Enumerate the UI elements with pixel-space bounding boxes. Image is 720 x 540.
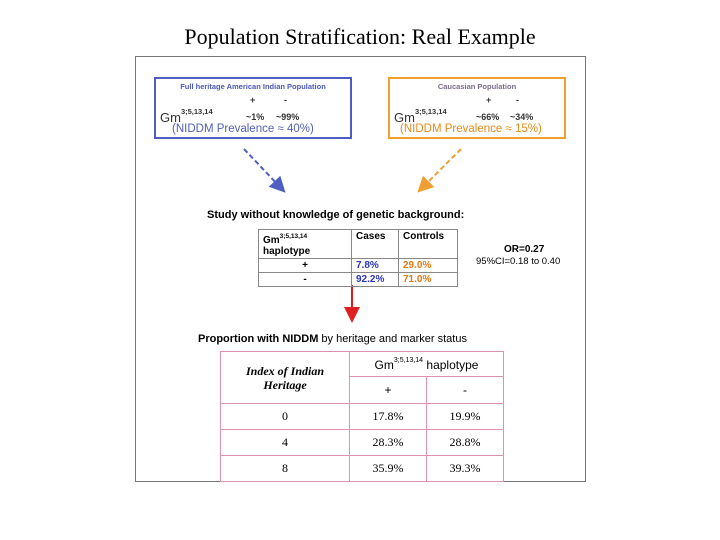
- american-freq-minus: ~99%: [276, 112, 300, 122]
- minus-cell: 19.9%: [427, 404, 504, 430]
- row-label: -: [259, 273, 352, 287]
- minus-cell: 28.8%: [427, 430, 504, 456]
- american-freq-plus: ~1%: [246, 112, 265, 122]
- cases-value: 92.2%: [352, 273, 399, 287]
- gm-text: Gm: [394, 110, 415, 125]
- controls-value: 29.0%: [399, 259, 458, 273]
- haplotype-header: [259, 230, 352, 259]
- plus-header: +: [350, 377, 427, 404]
- plus-cell: 35.9%: [350, 456, 427, 482]
- proportion-title-bold: Proportion with NIDDM: [198, 333, 319, 345]
- gm-superscript: 3;5,13,14: [279, 233, 308, 240]
- gm-text: Gm: [374, 357, 394, 372]
- gm-text: Gm: [263, 235, 280, 246]
- proportion-table: [220, 351, 504, 482]
- caucasian-plus-header: +: [486, 95, 492, 105]
- minus-cell: 39.3%: [427, 456, 504, 482]
- proportion-title: [198, 333, 467, 345]
- study-title: Study without knowledge of genetic background:: [207, 209, 465, 221]
- index-header: Index of Indian Heritage: [221, 352, 350, 404]
- gm-text: Gm: [160, 110, 181, 125]
- proportion-header-row: [221, 352, 504, 377]
- cases-header: Cases: [352, 230, 399, 259]
- gm-superscript: 3;5,13,14: [393, 356, 424, 364]
- american-minus-header: -: [284, 95, 287, 105]
- caucasian-minus-header: -: [516, 95, 519, 105]
- study-row: [259, 259, 458, 273]
- gm-superscript: 3;5,13,14: [414, 107, 447, 116]
- slide-title: Population Stratification: Real Example: [184, 24, 536, 49]
- haplotype-text: haplotype: [423, 357, 479, 372]
- index-cell: 4: [221, 430, 350, 456]
- proportion-title-rest: by heritage and marker status: [318, 333, 467, 345]
- index-cell: 8: [221, 456, 350, 482]
- gm-superscript: 3;5,13,14: [180, 107, 213, 116]
- table-row: [221, 430, 504, 456]
- study-table: [258, 229, 458, 287]
- cases-value: 7.8%: [352, 259, 399, 273]
- caucasian-freq-minus: ~34%: [510, 112, 534, 122]
- minus-header: -: [427, 377, 504, 404]
- haplotype-text: haplotype: [263, 246, 311, 257]
- american-plus-header: +: [250, 95, 256, 105]
- gm-haplotype-header: [350, 352, 504, 377]
- caucasian-prevalence: (NIDDM Prevalence ≈ 15%): [400, 123, 542, 135]
- table-row: [221, 456, 504, 482]
- index-cell: 0: [221, 404, 350, 430]
- american-prevalence: (NIDDM Prevalence ≈ 40%): [172, 123, 314, 135]
- plus-cell: 17.8%: [350, 404, 427, 430]
- study-row: [259, 273, 458, 287]
- confidence-interval: 95%CI=0.18 to 0.40: [476, 256, 561, 267]
- american-arrow: [244, 149, 280, 187]
- caucasian-freq-plus: ~66%: [476, 112, 500, 122]
- row-label: +: [259, 259, 352, 273]
- controls-value: 71.0%: [399, 273, 458, 287]
- odds-ratio: OR=0.27: [504, 244, 545, 255]
- study-header-row: [259, 230, 458, 259]
- american-population-title: Full heritage American Indian Population: [180, 82, 326, 91]
- table-row: [221, 404, 504, 430]
- figure-panel: [135, 56, 586, 482]
- caucasian-population-title: Caucasian Population: [437, 82, 517, 91]
- caucasian-arrow: [423, 149, 461, 187]
- plus-cell: 28.3%: [350, 430, 427, 456]
- controls-header: Controls: [399, 230, 458, 259]
